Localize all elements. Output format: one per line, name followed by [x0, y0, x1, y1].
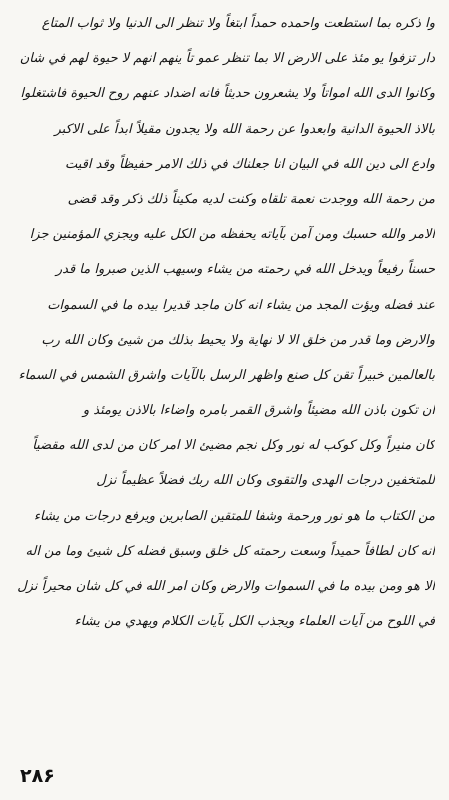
manuscript-line-11: بالعالمين خبيراً تقن كل صنع واظهر الرسل بالآيات واشرق الشمس في السماء [18, 367, 435, 383]
manuscript-line-2: دار تزفوا يو مئذ على الارض الا بما تنظر عمو تاً ينهم انهم لا حيوة لهم في شان [19, 51, 435, 67]
manuscript-line-17: الا هو ومن بيده ما في السموات والارض وكان امر الله في كل شان محيراً نزل [17, 579, 435, 594]
manuscript-line-18: في اللوح من آيات العلماء ويجذب الكل بآيات الكلام ويهدي من يشاء [74, 614, 435, 630]
manuscript-line-13: كان منيراً وكل كوكب له نور وكل نجم مضيئ الا امر كان من لدى الله مقضياً [32, 438, 435, 454]
manuscript-line-3: وكانوا الدى الله امواتاً ولا يشعرون حديثاً فانه اضداد عنهم روح الحيوة فاشتغلوا [20, 86, 435, 102]
manuscript-line-6: من رحمة الله ووجدت نعمة تلقاه وكنت لديه مكيناً ذلك ذكر وقد قضى [67, 191, 435, 207]
manuscript-line-16: انه كان لطافاً حميداً وسعت رحمته كل خلق وسبق فضله كل شيئ وما من اله [25, 543, 435, 559]
manuscript-line-5: وادع الى دين الله في البيان انا جعلناك في ذلك الامر حفيظاً وقد اقيت [65, 156, 435, 172]
manuscript-line-9: عند فضله ويؤت المجد من يشاء انه كان ماجد قديرا بيده ما في السموات [47, 297, 435, 313]
manuscript-line-8: حسناً رفيعاً ويدخل الله في رحمته من يشاء وسيهب الذين صبروا ما قدر [55, 262, 435, 278]
manuscript-line-4: بالاذ الحيوة الدانية وابعدوا عن رحمة الله ولا يجدون مقيلاً ابداً على الاكبر [54, 121, 435, 137]
manuscript-text-block [14, 6, 435, 768]
manuscript-line-10: والارض وما قدر من خلق الا لا نهاية ولا يحيط بذلك من شيئ وكان الله رب [41, 332, 435, 348]
manuscript-line-1: وا ذكره بما استطعت واحمده حمداً ابتغاً ولا تنظر الى الدنيا ولا ثواب المتاع [41, 16, 435, 31]
manuscript-line-12: ان تكون باذن الله مضيئاً واشرق القمر بامره واضاءا بالاذن يومئذ و [82, 403, 435, 419]
manuscript-line-7: الامر والله حسبك ومن آمن بآياته يحفظه من الكل عليه ويجزي المؤمنين جزا [29, 227, 435, 243]
manuscript-line-15: من الكتاب ما هو نور ورحمة وشفا للمتقين الصابرين ويرفع درجات من يشاء [33, 508, 435, 524]
manuscript-line-14: للمتخفين درجات الهدى والتقوى وكان الله ربك فضلاً عظيماً نزل [96, 473, 435, 489]
page-number: ۲۸۶ [20, 765, 55, 787]
